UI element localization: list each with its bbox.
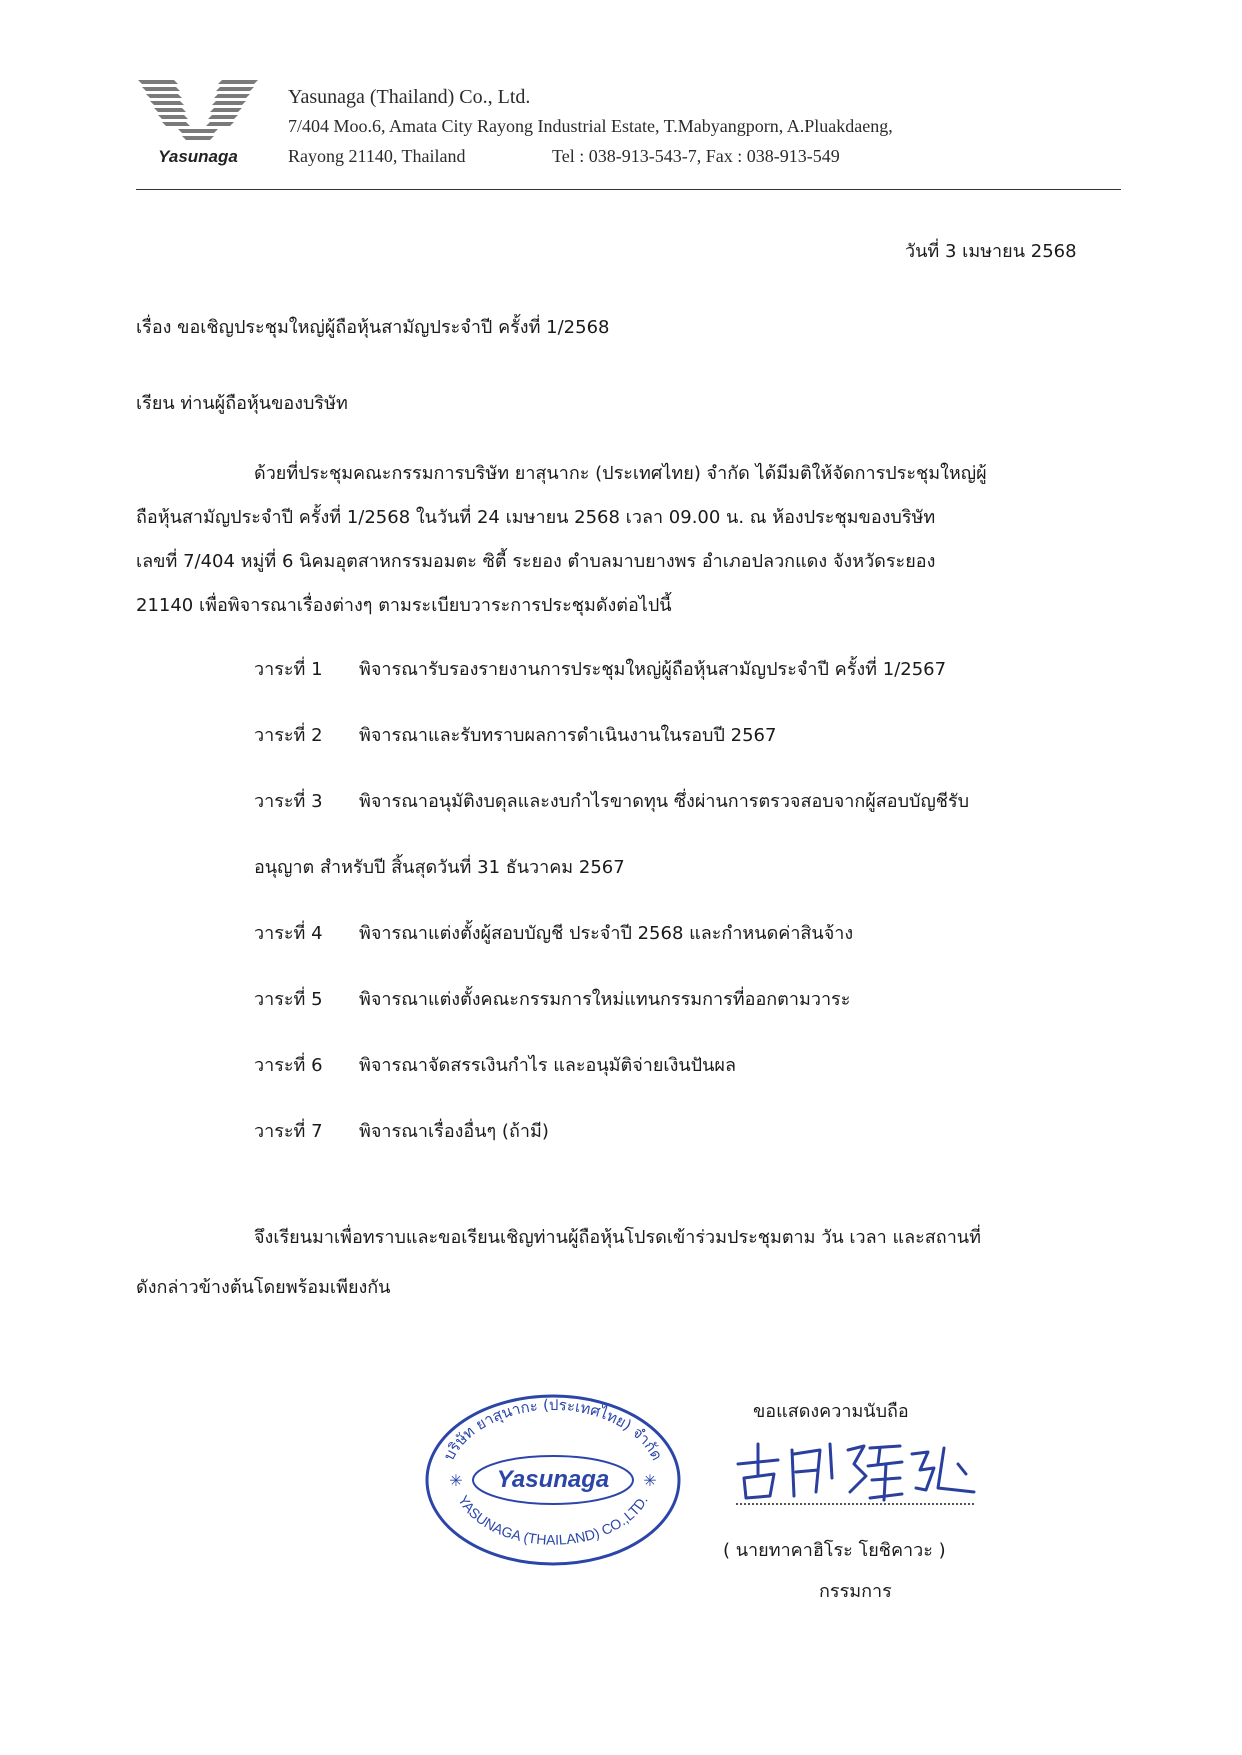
yasunaga-logo-icon [138,78,258,168]
signer-title: กรรมการ [819,1581,892,1602]
agenda-text: อนุญาต สำหรับปี สิ้นสุดวันที่ 31 ธันวาคม 2567 [254,857,625,878]
company-name: Yasunaga (Thailand) Co., Ltd. [288,86,531,108]
agenda-text: พิจารณาอนุมัติงบดุลและงบกำไรขาดทุน ซึ่งผ่านการตรวจสอบจากผู้สอบบัญชีรับ [359,791,970,812]
header-divider [136,189,1121,190]
agenda-text: พิจารณารับรองรายงานการประชุมใหญ่ผู้ถือหุ้นสามัญประจำปี ครั้งที่ 1/2567 [359,659,947,680]
agenda-number: วาระที่ 3 [254,791,323,812]
agenda-item [254,720,776,749]
svg-text:YASUNAGA (THAILAND) CO.,LTD. [455,1493,651,1548]
agenda-number: วาระที่ 7 [254,1121,323,1142]
agenda-item [254,654,946,683]
signer-name: ( นายทาคาฮิโระ โยชิคาวะ ) [723,1540,946,1561]
closing-line: ดังกล่าวข้างต้นโดยพร้อมเพียงกัน [136,1277,391,1298]
agenda-number: วาระที่ 6 [254,1055,323,1076]
closing-line: จึงเรียนมาเพื่อทราบและขอเรียนเชิญท่านผู้ถือหุ้นโปรดเข้าร่วมประชุมตาม วัน เวลา และสถานที่ [254,1227,981,1248]
signature-line [736,1503,974,1505]
company-contact: Tel : 038-913-543-7, Fax : 038-913-549 [552,146,840,166]
agenda-item [254,1116,549,1145]
seal-center-text: Yasunaga [496,1466,610,1493]
intro-line: ถือหุ้นสามัญประจำปี ครั้งที่ 1/2568 ในวันที่ 24 เมษายน 2568 เวลา 09.00 น. ณ ห้องประชุมของบริษัท [136,507,936,528]
company-address-line-1: 7/404 Moo.6, Amata City Rayong Industrial Estate, T.Mabyangporn, A.Pluakdaeng, [288,116,893,136]
agenda-number: วาระที่ 4 [254,923,323,944]
seal-top-text: บริษัท ยาสุนากะ (ประเทศไทย) จำกัด [439,1395,667,1464]
agenda-text: พิจารณาจัดสรรเงินกำไร และอนุมัติจ่ายเงินปันผล [359,1055,736,1076]
seal-bottom-text: YASUNAGA (THAILAND) CO.,LTD. [455,1492,651,1548]
agenda-number: วาระที่ 1 [254,659,323,680]
letter-salutation: เรียน ท่านผู้ถือหุ้นของบริษัท [136,393,348,414]
intro-line: ด้วยที่ประชุมคณะกรรมการบริษัท ยาสุนากะ (ประเทศไทย) จำกัด ได้มีมติให้จัดการประชุมใหญ่ผู้ [254,463,987,484]
letter-subject: เรื่อง ขอเชิญประชุมใหญ่ผู้ถือหุ้นสามัญประจำปี ครั้งที่ 1/2568 [136,317,610,338]
svg-text:บริษัท ยาสุนากะ (ประเทศไทย) จำ [440,1396,666,1463]
intro-line: เลขที่ 7/404 หมู่ที่ 6 นิคมอุตสาหกรรมอมตะ ซิตี้ ระยอง ตำบลมาบยางพร อำเภอปลวกแดง จังหวัดระยอง [136,551,936,572]
agenda-item [254,786,969,815]
intro-line: 21140 เพื่อพิจารณาเรื่องต่างๆ ตามระเบียบวาระการประชุมดังต่อไปนี้ [136,595,672,616]
agenda-item [254,918,853,947]
agenda-number: วาระที่ 2 [254,725,323,746]
agenda-text: พิจารณาแต่งตั้งผู้สอบบัญชี ประจำปี 2568 และกำหนดค่าสินจ้าง [359,923,854,944]
company-address-line-2: Rayong 21140, Thailand [288,146,466,166]
company-seal-stamp [420,1390,686,1570]
agenda-item-continuation [254,852,625,881]
agenda-item [254,984,850,1013]
handwritten-signature [730,1434,980,1514]
letter-date: วันที่ 3 เมษายน 2568 [905,241,1077,262]
agenda-text: พิจารณาแต่งตั้งคณะกรรมการใหม่แทนกรรมการที่ออกตามวาระ [359,989,851,1010]
logo-wordmark: Yasunaga [158,147,238,166]
letter-closing-regards: ขอแสดงความนับถือ [753,1401,909,1422]
seal-star-icon: ✳ [449,1471,463,1490]
agenda-text: พิจารณาเรื่องอื่นๆ (ถ้ามี) [359,1121,549,1142]
agenda-number: วาระที่ 5 [254,989,323,1010]
agenda-item [254,1050,736,1079]
agenda-text: พิจารณาและรับทราบผลการดำเนินงานในรอบปี 2567 [359,725,777,746]
seal-star-icon: ✳ [643,1471,657,1490]
